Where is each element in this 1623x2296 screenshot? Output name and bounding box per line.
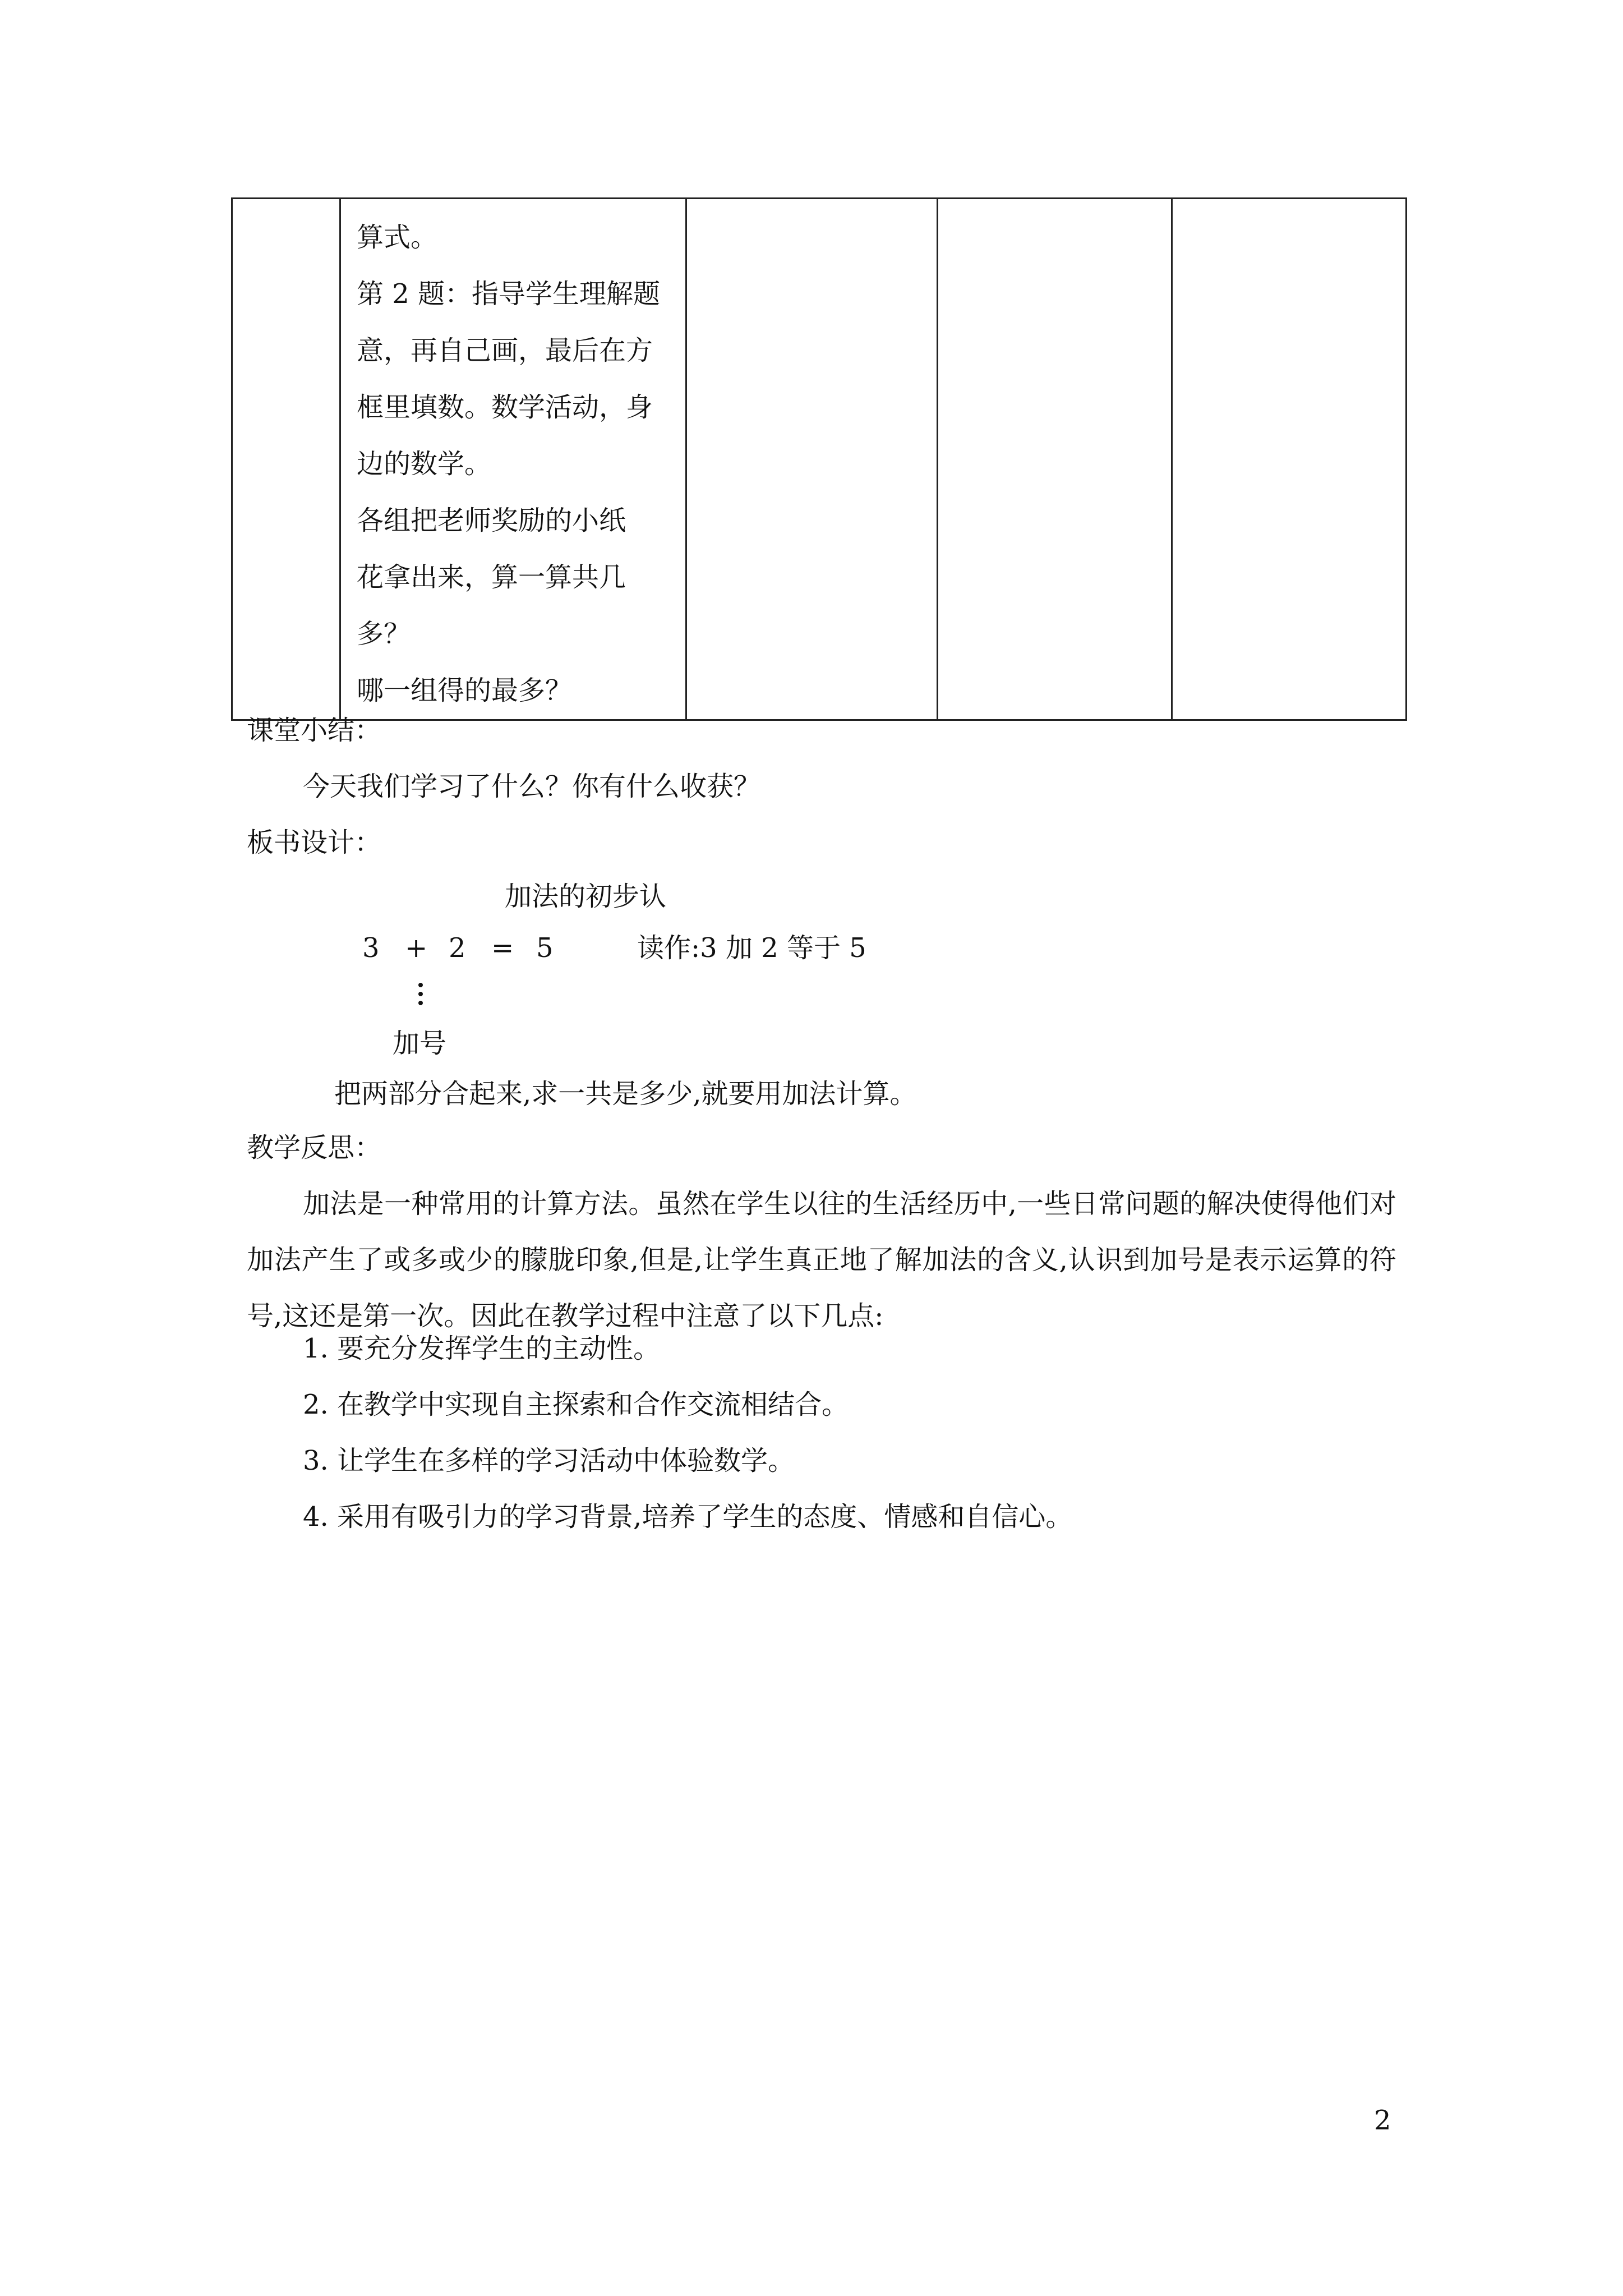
equation-plus: +	[405, 932, 428, 964]
equation-addend-a: 3	[362, 932, 380, 964]
content-line: 算式。	[357, 222, 438, 253]
content-line: 多？	[357, 618, 411, 650]
equation-addend-b: 2	[449, 932, 466, 964]
content-line: 意，再自己画，最后在方	[357, 335, 653, 366]
plus-sign-label: 加号	[393, 1028, 447, 1059]
reflection-point: 1. 要充分发挥学生的主动性。	[303, 1333, 661, 1364]
table-cell-content	[340, 199, 686, 720]
content-line: 边的数学。	[357, 448, 492, 480]
table-cell-stage	[232, 199, 340, 720]
equation-result: 5	[536, 932, 554, 964]
board-title: 加法的初步认	[505, 881, 667, 912]
addition-rule: 把两部分合起来,求一共是多少,就要用加法计算。	[334, 1078, 917, 1110]
equation-equals: =	[491, 932, 514, 964]
content-line: 第 2 题：指导学生理解题	[357, 278, 661, 310]
page-number: 2	[1374, 2105, 1391, 2136]
summary-text: 今天我们学习了什么？你有什么收获？	[303, 771, 761, 802]
lesson-table	[231, 197, 1407, 721]
reflection-paragraph: 加法是一种常用的计算方法。虽然在学生以往的生活经历中,一些日常问题的解决使得他们对加法产生了或多或少的朦胧印象,但是,让学生真正地了解加法的含义,认识到加号是表示运算的符号,这还是第一次。因此在教学过程中注意了以下几点:	[247, 1188, 1396, 1332]
board-heading: 板书设计：	[247, 827, 382, 858]
content-lines	[341, 199, 685, 719]
table-cell-empty	[686, 199, 938, 720]
content-line: 各组把老师奖励的小纸	[357, 505, 626, 536]
content-line: 花拿出来，算一算共几	[357, 562, 626, 593]
equation-reading: 读作:3 加 2 等于 5	[637, 932, 866, 964]
table-cell-empty	[938, 199, 1172, 720]
reflection-point: 4. 采用有吸引力的学习背景,培养了学生的态度、情感和自信心。	[303, 1501, 1073, 1533]
summary-heading: 课堂小结：	[247, 715, 382, 746]
reflection-point: 3. 让学生在多样的学习活动中体验数学。	[303, 1445, 795, 1476]
reflection-heading: 教学反思：	[247, 1132, 382, 1163]
content-line: 哪一组得的最多？	[357, 675, 573, 706]
table-cell-empty	[1172, 199, 1407, 720]
content-line: 框里填数。数学活动，身	[357, 392, 653, 423]
table-row	[232, 199, 1407, 720]
reflection-point: 2. 在教学中实现自主探索和合作交流相结合。	[303, 1389, 849, 1420]
vertical-dots-pointer	[418, 983, 423, 1005]
